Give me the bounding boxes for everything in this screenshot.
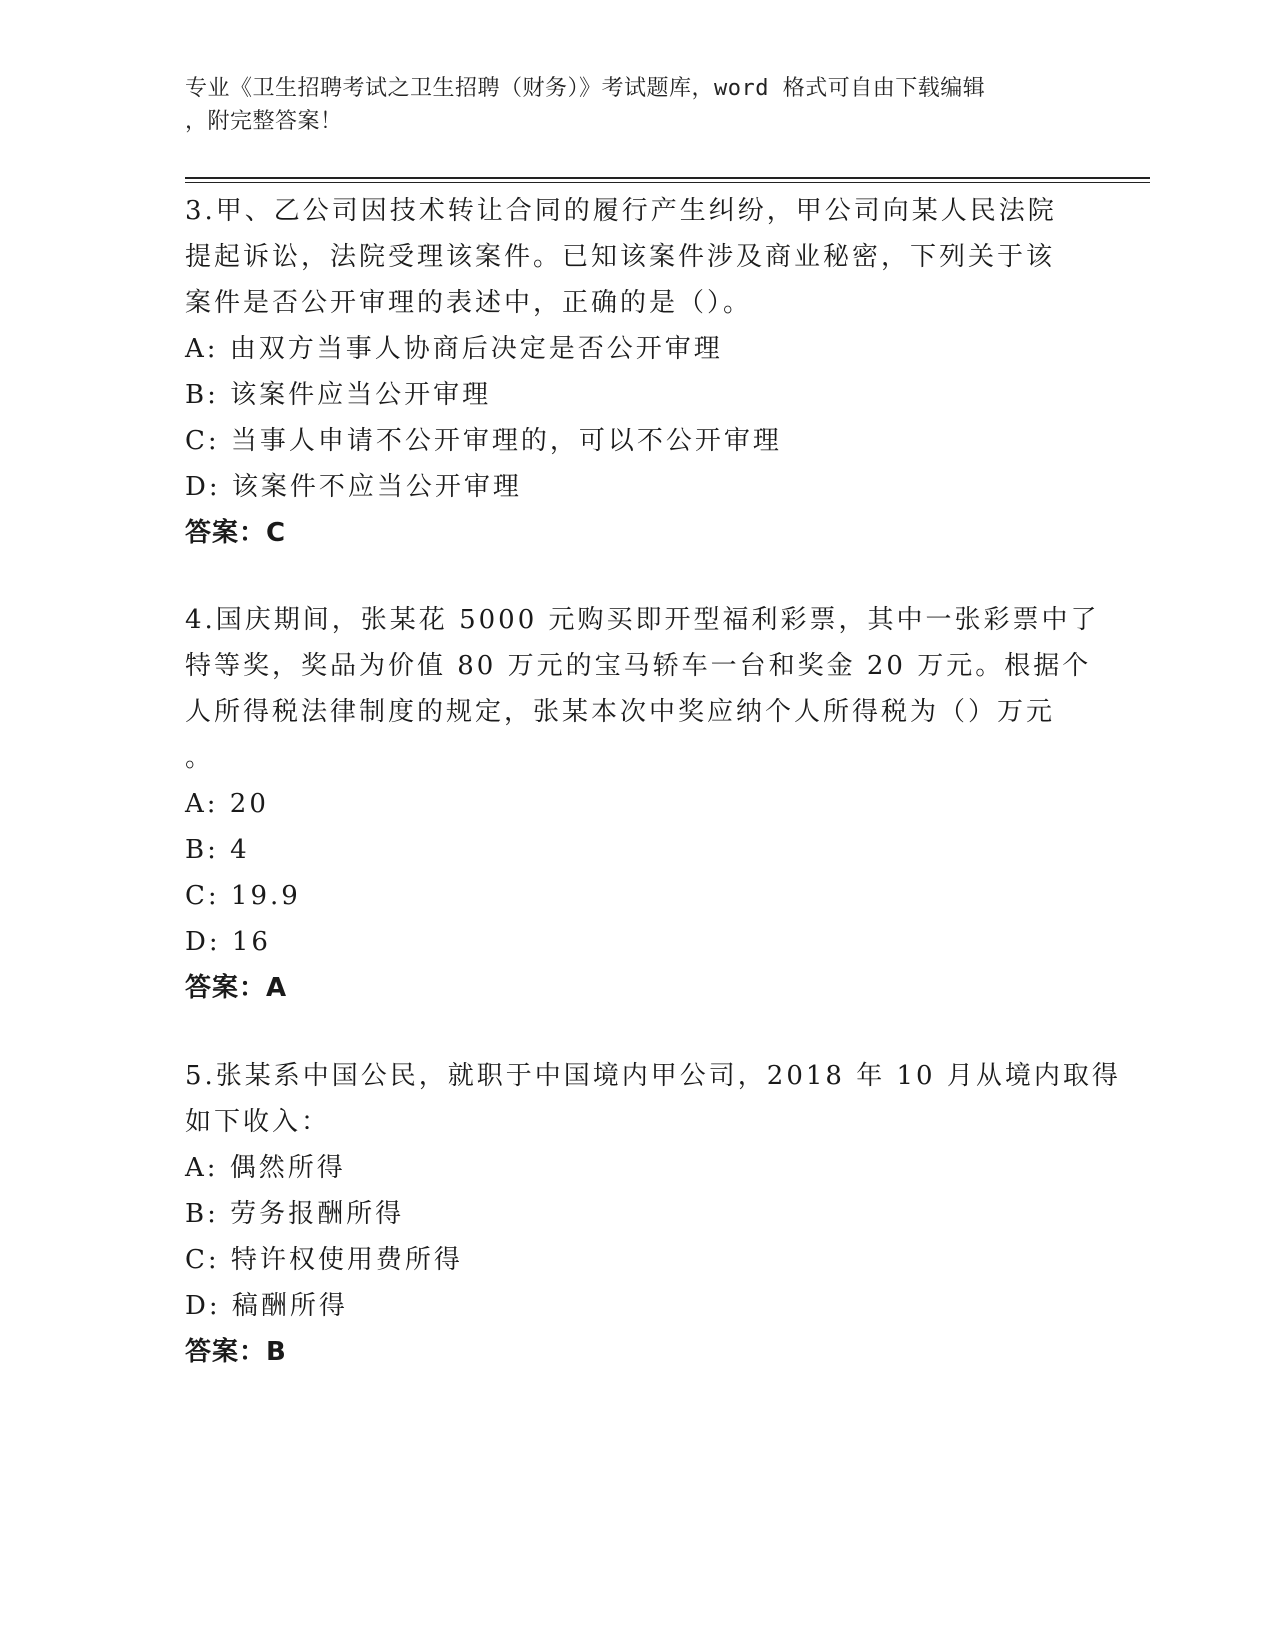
answer-label: 答案：A (185, 973, 288, 1003)
answer-label: 答案：C (185, 518, 287, 548)
header-line: ，附完整答案！ (185, 109, 343, 134)
option-b: B: 该案件应当公开审理 (185, 380, 492, 410)
document-header (185, 72, 1065, 138)
question-5 (185, 1053, 1121, 1375)
header-line: 专业《卫生招聘考试之卫生招聘（财务）》考试题库，word 格式可自由下载编辑 (185, 76, 986, 101)
option-a: A: 偶然所得 (185, 1153, 346, 1183)
question-4 (185, 597, 1100, 1011)
option-d: D: 稿酬所得 (185, 1291, 348, 1321)
option-c: C: 特许权使用费所得 (185, 1245, 463, 1275)
question-stem-line: 人所得税法律制度的规定，张某本次中奖应纳个人所得税为（）万元 (185, 697, 1056, 727)
header-divider-thick (185, 177, 1150, 179)
question-stem-line: 如下收入： (185, 1107, 331, 1137)
option-c: C: 19.9 (185, 881, 301, 911)
option-c: C: 当事人申请不公开审理的，可以不公开审理 (185, 426, 782, 456)
answer-label: 答案：B (185, 1337, 287, 1367)
question-stem-line: 提起诉讼，法院受理该案件。已知该案件涉及商业秘密，下列关于该 (185, 242, 1056, 272)
question-stem-line: 4.国庆期间，张某花 5000 元购买即开型福利彩票，其中一张彩票中了 (185, 605, 1100, 635)
question-stem-line: 。 (185, 743, 215, 773)
question-stem-line: 3.甲、乙公司因技术转让合同的履行产生纠纷，甲公司向某人民法院 (185, 196, 1057, 226)
question-stem-line: 特等奖，奖品为价值 80 万元的宝马轿车一台和奖金 20 万元。根据个 (185, 651, 1092, 681)
question-stem-line: 案件是否公开审理的表述中，正确的是（）。 (185, 288, 753, 318)
question-3 (185, 188, 1085, 556)
option-b: B: 劳务报酬所得 (185, 1199, 405, 1229)
option-b: B: 4 (185, 835, 250, 865)
option-a: A: 20 (185, 789, 269, 819)
option-d: D: 该案件不应当公开审理 (185, 472, 522, 502)
option-a: A: 由双方当事人协商后决定是否公开审理 (185, 334, 723, 364)
option-d: D: 16 (185, 927, 271, 957)
header-divider-thin (185, 182, 1150, 183)
question-stem-line: 5.张某系中国公民，就职于中国境内甲公司，2018 年 10 月从境内取得 (185, 1061, 1121, 1091)
